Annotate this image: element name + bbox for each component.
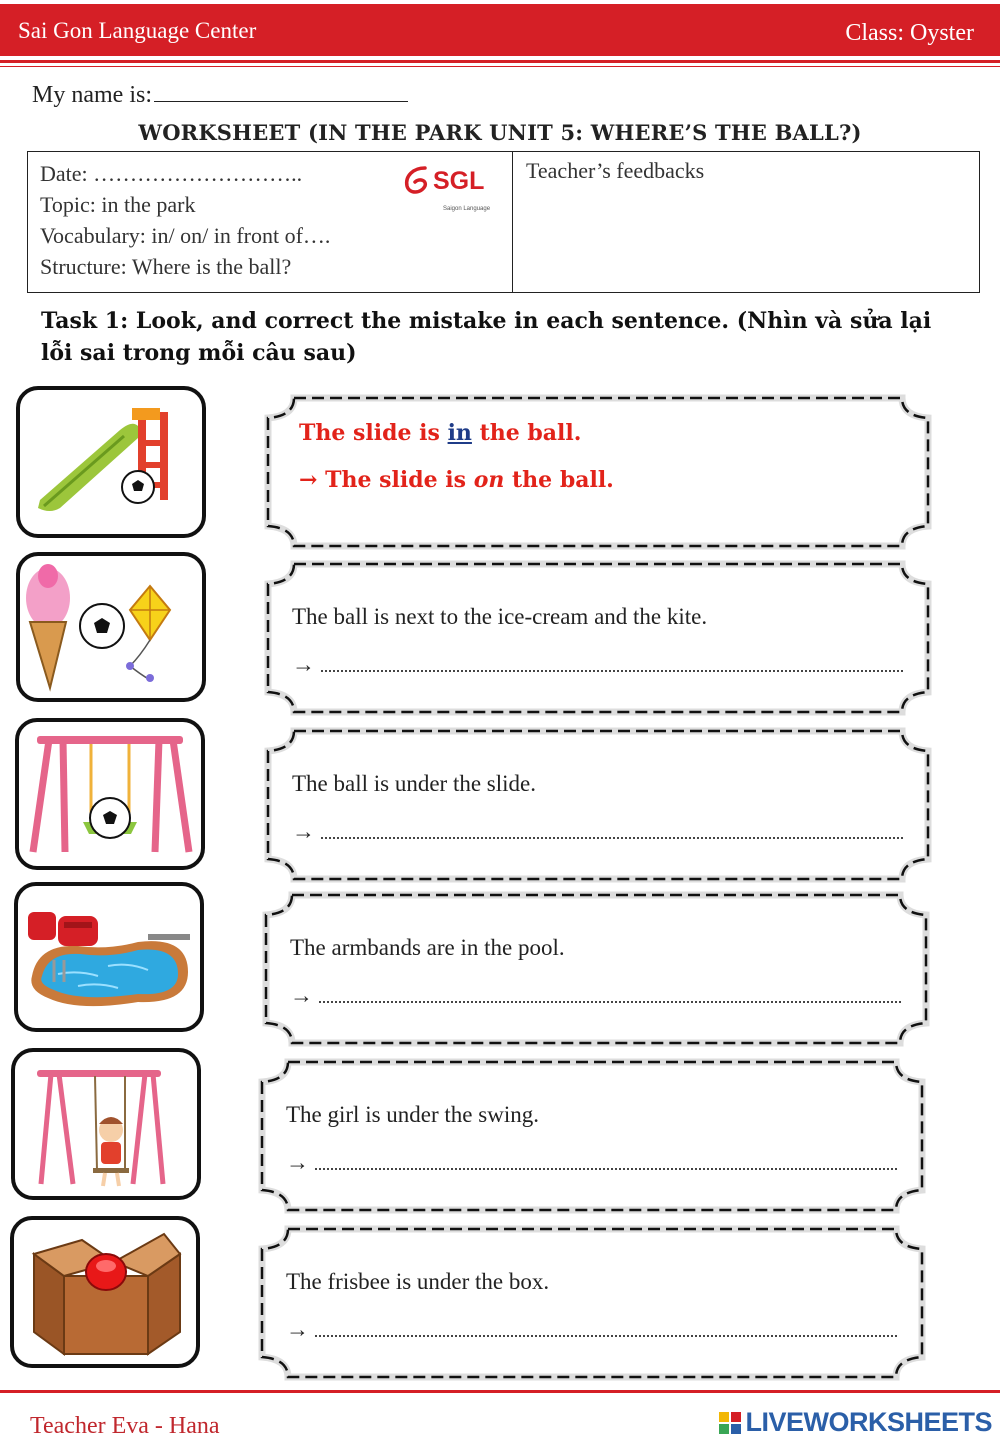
sgl-logo-subtext: Saigon Language — [443, 206, 491, 212]
ticket-frame — [250, 1058, 934, 1214]
icecream-ball-kite-illustration — [20, 556, 202, 698]
example-answer-post: the ball. — [504, 467, 614, 493]
exercise-sentence: The frisbee is under the box. — [286, 1269, 550, 1294]
exercise-card-3 — [254, 891, 938, 1047]
arrow-icon: → — [286, 1150, 309, 1175]
answer-line — [292, 652, 903, 678]
name-field[interactable] — [154, 80, 408, 102]
answer-line — [290, 983, 901, 1009]
sgl-logo-text: SGL — [433, 167, 485, 195]
info-table — [27, 151, 980, 293]
worksheet-title: WORKSHEET (IN THE PARK UNIT 5: WHERE’S THE BALL?) — [138, 120, 862, 145]
answer-input[interactable] — [315, 1154, 897, 1170]
header-bar — [0, 4, 1000, 56]
header-divider — [0, 60, 1000, 63]
answer-line — [286, 1150, 897, 1176]
picture-icecream-ball-kite — [16, 552, 206, 702]
swing-ball-illustration — [19, 722, 201, 866]
example-sentence-pre: The slide is — [299, 420, 448, 446]
sgl-logo — [403, 164, 503, 212]
liveworksheets-text: LIVEWORKSHEETS — [745, 1407, 992, 1437]
topic-line: Topic: in the park — [40, 192, 196, 217]
example-card — [256, 394, 940, 550]
exercise-card-4 — [250, 1058, 934, 1214]
footer-divider — [0, 1390, 1000, 1393]
date-line: Date: ……………………….. — [40, 161, 303, 186]
answer-line — [292, 819, 903, 845]
teacher-names: Teacher Eva - Hana — [30, 1413, 220, 1439]
arrow-icon: → — [290, 983, 313, 1008]
answer-input[interactable] — [315, 1321, 897, 1337]
exercise-card-2 — [256, 727, 940, 883]
vocabulary-line: Vocabulary: in/ on/ in front of…. — [40, 223, 331, 248]
picture-girl-swing — [11, 1048, 201, 1200]
name-row — [32, 80, 408, 109]
teacher-feedback-label: Teacher’s feedbacks — [526, 158, 705, 183]
ticket-frame — [256, 560, 940, 716]
example-answer-pre: The slide is — [325, 467, 474, 493]
header-divider-thin — [0, 66, 1000, 67]
class-label: Class: Oyster — [845, 20, 974, 46]
picture-pool-armbands — [14, 882, 204, 1032]
exercise-sentence: The girl is under the swing. — [286, 1102, 539, 1127]
box-frisbee-illustration — [14, 1220, 196, 1364]
ticket-frame — [250, 1225, 934, 1381]
structure-line: Structure: Where is the ball? — [40, 254, 292, 279]
arrow-icon: → — [286, 1317, 309, 1342]
exercise-card-5 — [250, 1225, 934, 1381]
liveworksheets-grid-icon — [719, 1412, 741, 1434]
picture-swing-ball — [15, 718, 205, 870]
info-left-cell — [28, 152, 513, 292]
exercise-sentence: The ball is next to the ice-cream and the kite. — [292, 604, 708, 629]
answer-line — [286, 1317, 897, 1343]
name-label: My name is: — [32, 82, 152, 108]
exercise-sentence: The armbands are in the pool. — [290, 935, 565, 960]
ticket-frame — [256, 727, 940, 883]
exercise-card-1 — [256, 560, 940, 716]
example-correct-word: on — [473, 467, 505, 493]
example-answer — [299, 467, 614, 493]
arrow-icon: → — [292, 652, 315, 677]
picture-box-frisbee — [10, 1216, 200, 1368]
example-sentence — [299, 420, 581, 446]
example-sentence-post: the ball. — [471, 420, 582, 446]
center-name: Sai Gon Language Center — [18, 18, 257, 43]
arrow-icon: → — [299, 467, 318, 493]
answer-input[interactable] — [321, 656, 903, 672]
exercise-sentence: The ball is under the slide. — [292, 771, 536, 796]
answer-input[interactable] — [321, 823, 903, 839]
sgl-swirl-icon — [403, 164, 433, 198]
slide-ball-illustration — [20, 390, 202, 534]
pool-armbands-illustration — [18, 886, 200, 1028]
arrow-icon: → — [292, 819, 315, 844]
answer-input[interactable] — [319, 987, 901, 1003]
picture-slide — [16, 386, 206, 538]
girl-swing-illustration — [15, 1052, 197, 1196]
task-title: Task 1: Look, and correct the mistake in each sentence. (Nhìn và sửa lại lỗi sai trong mỗi câu sau) — [41, 308, 932, 366]
liveworksheets-logo — [719, 1407, 992, 1438]
example-wrong-word: in — [447, 420, 472, 446]
ticket-frame — [254, 891, 938, 1047]
